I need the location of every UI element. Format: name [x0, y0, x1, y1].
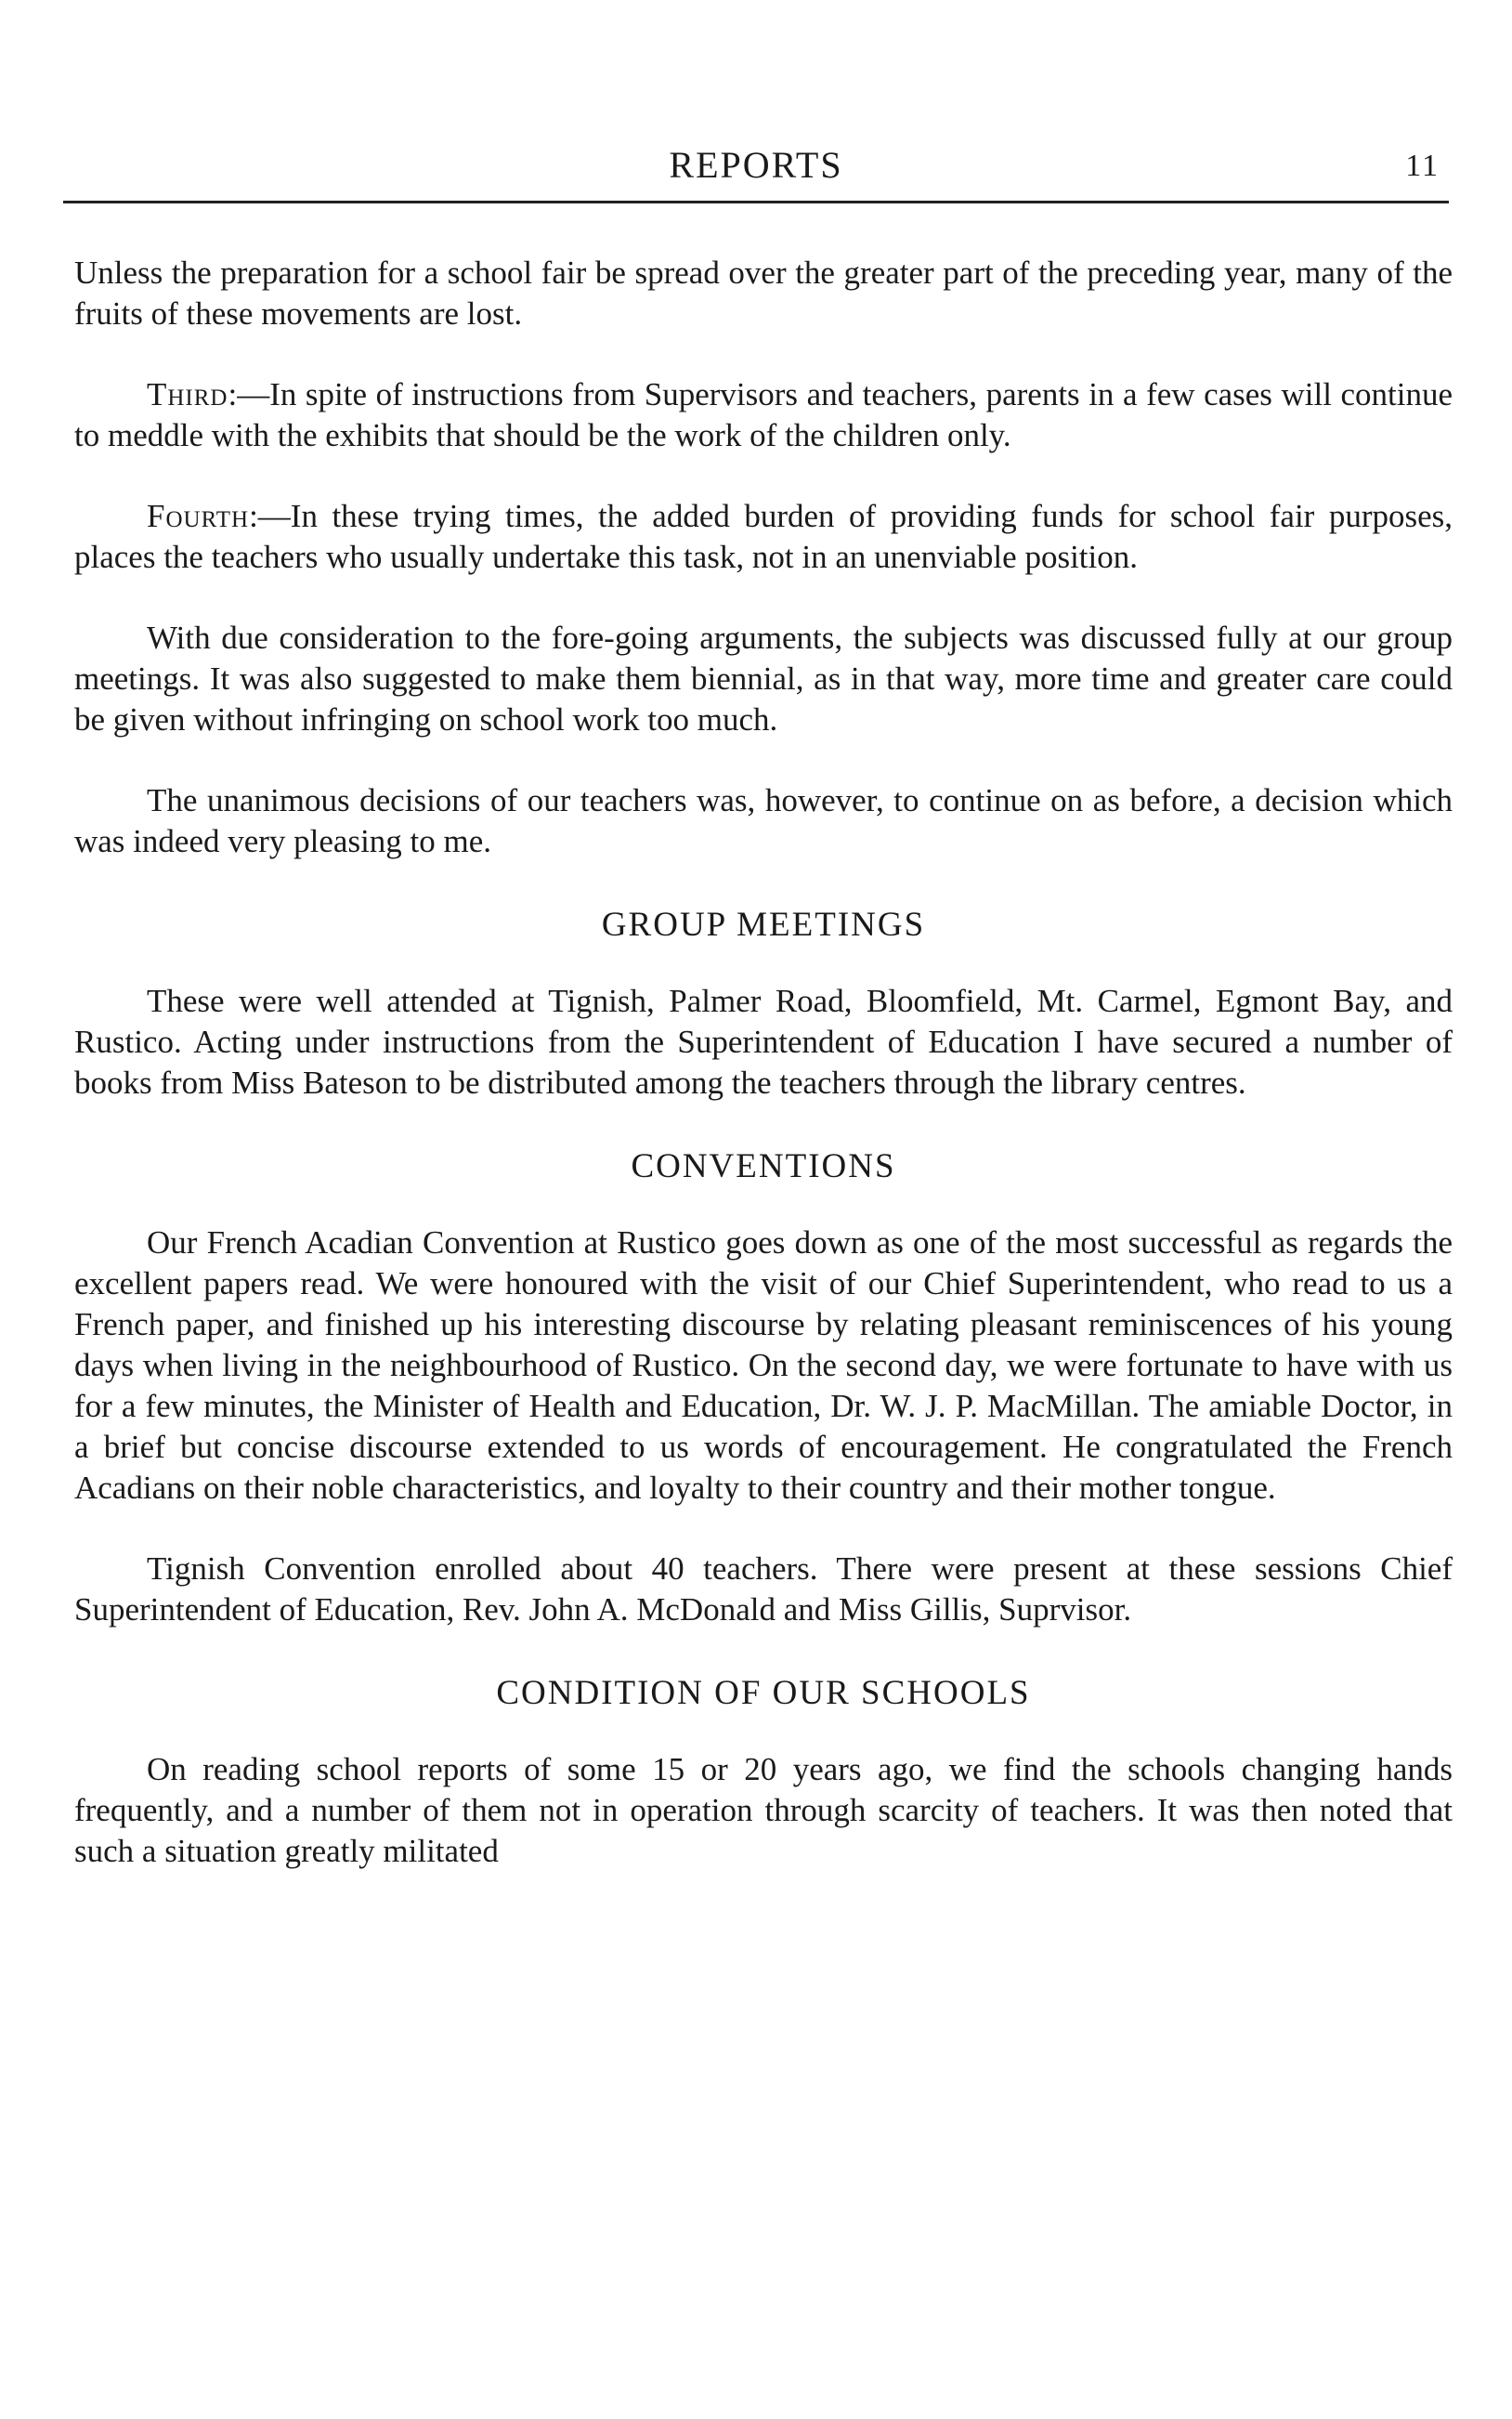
paragraph-decision: The unanimous decisions of our teachers was, however, to continue on as before, a decision which was indeed very pleasing to me.	[74, 782, 1453, 859]
paragraph-lead: Fourth	[147, 498, 250, 534]
page-number: 11	[1405, 149, 1440, 183]
paragraph-conventions-tignish: Tignish Convention enrolled about 40 teachers. There were present at these sessions Chief Superintendent of Education, Rev. John A. McDonald and Miss Gillis, Suprvisor.	[74, 1550, 1453, 1628]
running-head	[63, 139, 1449, 195]
section-heading-conventions: CONVENTIONS	[631, 1147, 896, 1185]
paragraph-condition: On reading school reports of some 15 or 20 years ago, we find the schools changing hands frequently, and a number of them not in operation through scarcity of teachers. It was then noted that such a situation greatly militated	[74, 1751, 1453, 1869]
running-title: REPORTS	[669, 144, 843, 186]
header-rule	[63, 201, 1449, 203]
paragraph-third	[74, 374, 1453, 456]
paragraph-group-meetings: These were well attended at Tignish, Palmer Road, Bloomfield, Mt. Carmel, Egmont Bay, and Rustico. Acting under instructions from the Superintendent of Education I have secured a number of books from Miss Bateson to be distributed among the teachers through the library centres.	[74, 983, 1453, 1101]
paragraph-text: :—In these trying times, the added burden of providing funds for school fair purposes, places the teachers who usually undertake this task, not in an unenviable position.	[74, 498, 1453, 575]
paragraph-fourth	[74, 496, 1453, 578]
paragraph-lead: Third	[147, 376, 228, 412]
paragraph-arguments: With due consideration to the fore-going arguments, the subjects was discussed fully at our group meetings. It was also suggested to make them biennial, as in that way, more time and greater care could be given without infringing on school work too much.	[74, 620, 1453, 738]
page-body	[74, 253, 1453, 1872]
paragraph-text: :—In spite of instructions from Supervisors and teachers, parents in a few cases will continue to meddle with the exhibits that should be the work of the children only.	[74, 376, 1453, 453]
paragraph-continuation: Unless the preparation for a school fair be spread over the greater part of the preceding year, many of the fruits of these movements are lost.	[74, 255, 1453, 332]
section-heading-group-meetings: GROUP MEETINGS	[601, 906, 926, 944]
section-heading-condition: CONDITION OF OUR SCHOOLS	[496, 1674, 1031, 1712]
paragraph-conventions-rustico: Our French Acadian Convention at Rustico goes down as one of the most successful as regards the excellent papers read. We were honoured with the visit of our Chief Superintendent, who read to us a French paper, and finished up his interesting discourse by relating pleasant reminiscences of his young days when living in the neighbourhood of Rustico. On the second day, we were fortunate to have with us for a few minutes, the Minister of Health and Education, Dr. W. J. P. MacMillan. The amiable Doctor, in a brief but concise discourse extended to us words of encouragement. He congratulated the French Acadians on their noble characteristics, and loyalty to their country and their mother tongue.	[74, 1224, 1453, 1506]
